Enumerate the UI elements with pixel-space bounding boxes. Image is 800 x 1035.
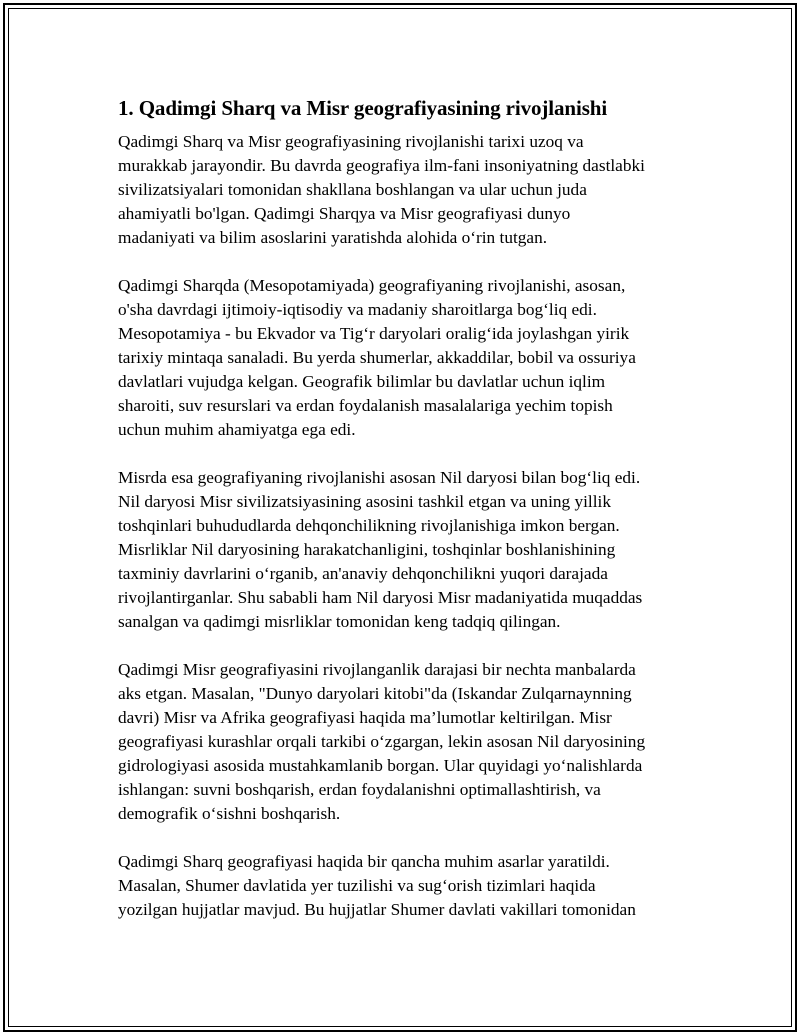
paragraph-line: sivilizatsiyalari tomonidan shakllana boshlangan va ular uchun juda (118, 180, 587, 199)
paragraph-line: Mesopotamiya - bu Ekvador va Tig‘r daryolari oralig‘ida joylashgan yirik (118, 324, 630, 343)
paragraph-line: sanalgan va qadimgi misrliklar tomonidan keng tadqiq qilingan. (118, 612, 561, 631)
paragraph-line: geografiyasi kurashlar orqali tarkibi o‘zgargan, lekin asosan Nil daryosining (118, 732, 646, 751)
paragraph-line: sharoiti, suv resurslari va erdan foydalanish masalalariga yechim topish (118, 396, 613, 415)
document-title: 1. Qadimgi Sharq va Misr geografiyasining rivojlanishi (118, 96, 608, 120)
paragraph-line: o'sha davrdagi ijtimoiy-iqtisodiy va madaniy sharoitlarga bog‘liq edi. (118, 300, 597, 319)
paragraph-line: madaniyati va bilim asoslarini yaratishda alohida o‘rin tutgan. (118, 228, 548, 247)
paragraph-line: davri) Misr va Afrika geografiyasi haqida ma’lumotlar keltirilgan. Misr (118, 708, 612, 727)
paragraph-line: ahamiyatli bo'lgan. Qadimgi Sharqya va Misr geografiyasi dunyo (118, 204, 571, 223)
paragraph-line: gidrologiyasi asosida mustahkamlanib borgan. Ular quyidagi yo‘nalishlarda (118, 756, 643, 775)
paragraph-egypt-sources (118, 658, 698, 826)
paragraph-line: Nil daryosi Misr sivilizatsiyasining asosini tashkil etgan va uning yillik (118, 492, 611, 511)
paragraph-line: toshqinlari buhududlarda dehqonchilikning rivojlanishiga imkon bergan. (118, 516, 620, 535)
paragraph-line: ishlangan: suvni boshqarish, erdan foydalanishni optimallashtirish, va (118, 780, 601, 799)
paragraph-line: yozilgan hujjatlar mavjud. Bu hujjatlar Shumer davlati vakillari tomonidan (118, 900, 636, 919)
paragraph-line: Qadimgi Sharq geografiyasi haqida bir qancha muhim asarlar yaratildi. (118, 852, 610, 871)
paragraph-line: demografik o‘sishni boshqarish. (118, 804, 341, 823)
paragraph-line: Qadimgi Sharqda (Mesopotamiyada) geografiyaning rivojlanishi, asosan, (118, 276, 626, 295)
paragraph-line: taxminiy davrlarini o‘rganib, an'anaviy dehqonchilikni yuqori darajada (118, 564, 608, 583)
paragraph-line: murakkab jarayondir. Bu davrda geografiya ilm-fani insoniyatning dastlabki (118, 156, 645, 175)
paragraph-line: rivojlantirganlar. Shu sababli ham Nil daryosi Misr madaniyatida muqaddas (118, 588, 643, 607)
paragraph-line: aks etgan. Masalan, "Dunyo daryolari kitobi"da (Iskandar Zulqarnaynning (118, 684, 632, 703)
paragraph-list (118, 130, 698, 922)
paragraph-line: Masalan, Shumer davlatida yer tuzilishi va sug‘orish tizimlari haqida (118, 876, 596, 895)
paragraph-line: tarixiy mintaqa sanaladi. Bu yerda shumerlar, akkaddilar, bobil va ossuriya (118, 348, 636, 367)
paragraph-intro (118, 130, 698, 250)
paragraph-sumer (118, 850, 698, 922)
document-body (118, 95, 698, 946)
paragraph-line: Qadimgi Sharq va Misr geografiyasining rivojlanishi tarixi uzoq va (118, 132, 584, 151)
paragraph-mesopotamia (118, 274, 698, 442)
paragraph-line: uchun muhim ahamiyatga ega edi. (118, 420, 356, 439)
paragraph-line: Misrliklar Nil daryosining harakatchanligini, toshqinlar boshlanishining (118, 540, 616, 559)
paragraph-egypt-nile (118, 466, 698, 634)
paragraph-line: Misrda esa geografiyaning rivojlanishi asosan Nil daryosi bilan bog‘liq edi. (118, 468, 641, 487)
paragraph-line: davlatlari vujudga kelgan. Geografik bilimlar bu davlatlar uchun iqlim (118, 372, 606, 391)
paragraph-line: Qadimgi Misr geografiyasini rivojlanganlik darajasi bir nechta manbalarda (118, 660, 636, 679)
